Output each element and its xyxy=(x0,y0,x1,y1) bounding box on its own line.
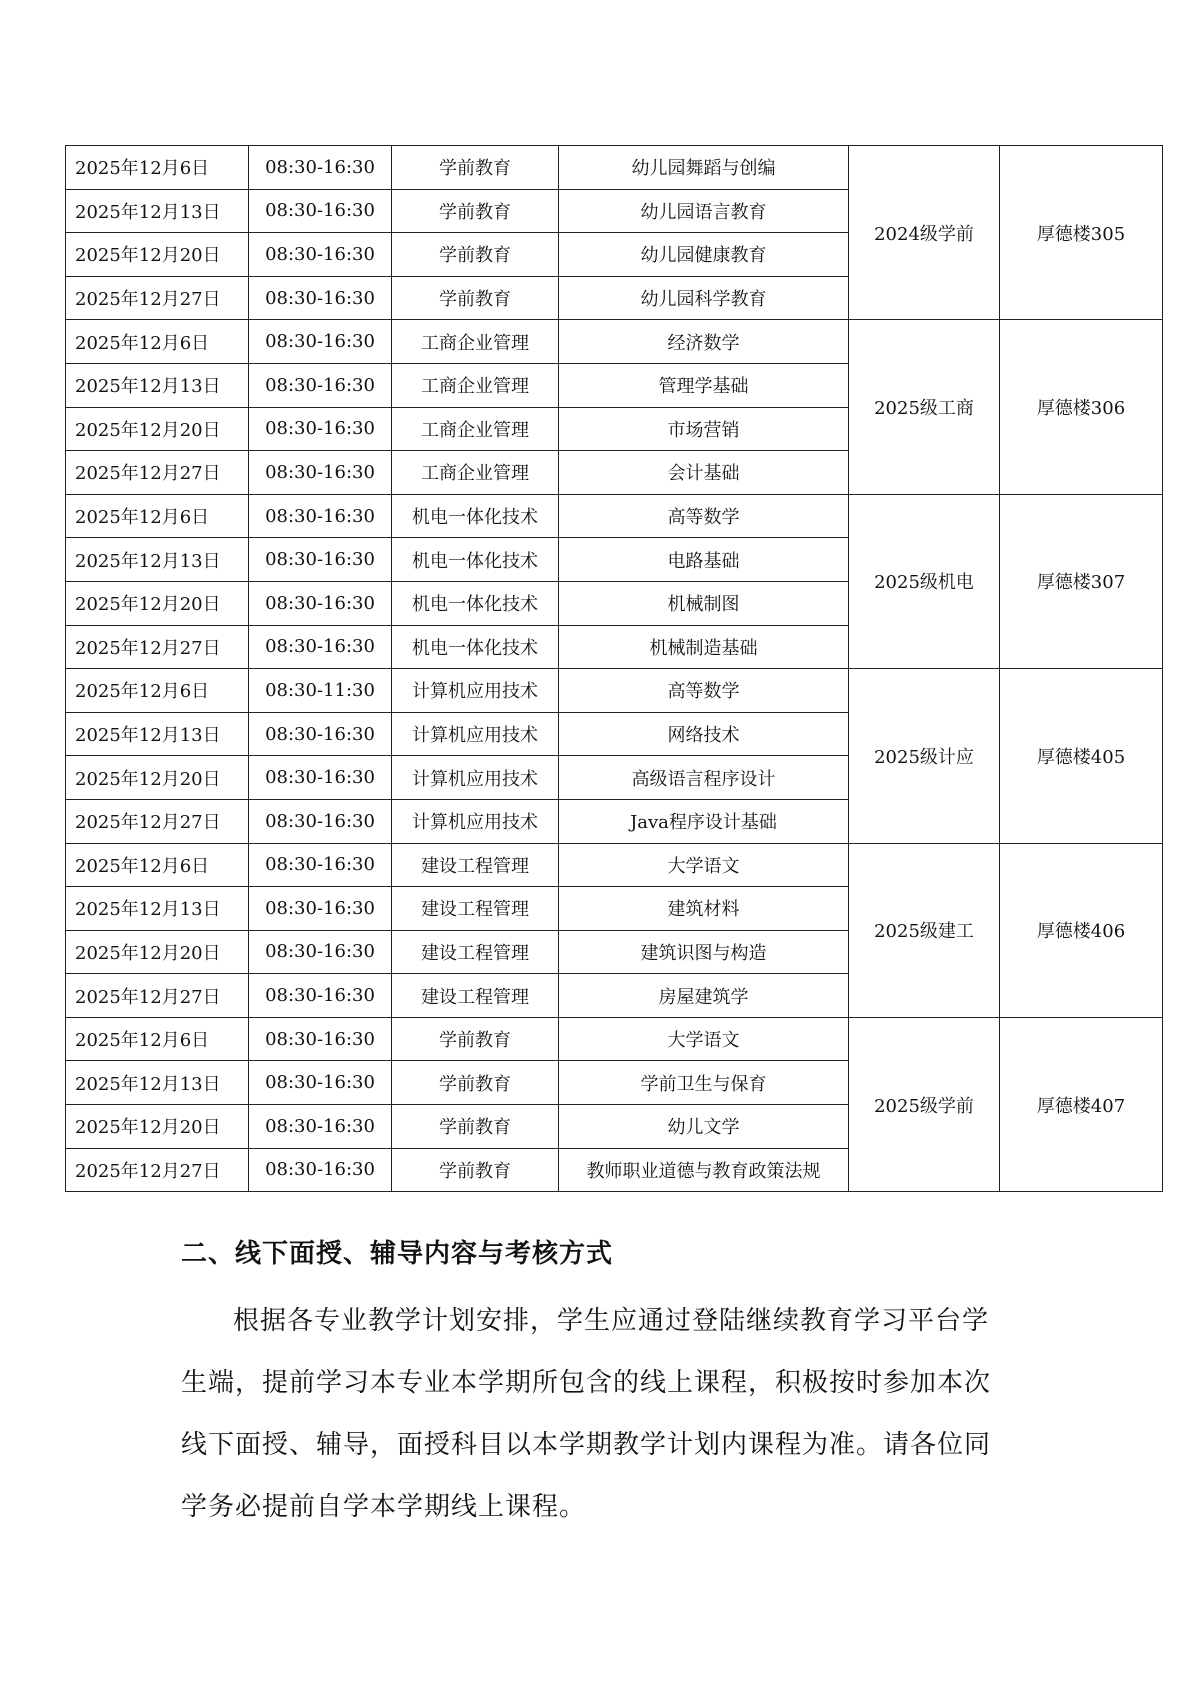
course-cell: 房屋建筑学 xyxy=(559,974,849,1018)
date-cell: 2025年12月27日 xyxy=(66,276,249,320)
date-cell: 2025年12月27日 xyxy=(66,974,249,1018)
course-cell: 管理学基础 xyxy=(559,363,849,407)
schedule-body xyxy=(66,146,1163,1192)
course-cell: 大学语文 xyxy=(559,1017,849,1061)
time-cell: 08:30-16:30 xyxy=(249,233,392,277)
major-cell: 工商企业管理 xyxy=(392,320,559,364)
course-cell: 会计基础 xyxy=(559,451,849,495)
time-cell: 08:30-16:30 xyxy=(249,494,392,538)
time-cell: 08:30-16:30 xyxy=(249,451,392,495)
room-cell: 厚德楼307 xyxy=(1000,494,1163,668)
date-cell: 2025年12月13日 xyxy=(66,1061,249,1105)
major-cell: 机电一体化技术 xyxy=(392,538,559,582)
major-cell: 建设工程管理 xyxy=(392,843,559,887)
date-cell: 2025年12月27日 xyxy=(66,1148,249,1192)
course-cell: 高等数学 xyxy=(559,494,849,538)
major-cell: 学前教育 xyxy=(392,1017,559,1061)
date-cell: 2025年12月20日 xyxy=(66,581,249,625)
major-cell: 计算机应用技术 xyxy=(392,799,559,843)
date-cell: 2025年12月20日 xyxy=(66,1105,249,1149)
course-cell: Java程序设计基础 xyxy=(559,799,849,843)
time-cell: 08:30-16:30 xyxy=(249,625,392,669)
course-cell: 幼儿园健康教育 xyxy=(559,233,849,277)
date-cell: 2025年12月13日 xyxy=(66,363,249,407)
room-cell: 厚德楼306 xyxy=(1000,320,1163,494)
time-cell: 08:30-16:30 xyxy=(249,407,392,451)
table-row xyxy=(66,146,1163,190)
major-cell: 机电一体化技术 xyxy=(392,625,559,669)
course-cell: 幼儿园舞蹈与创编 xyxy=(559,146,849,190)
date-cell: 2025年12月20日 xyxy=(66,756,249,800)
date-cell: 2025年12月27日 xyxy=(66,451,249,495)
time-cell: 08:30-16:30 xyxy=(249,887,392,931)
class-cell: 2025级建工 xyxy=(849,843,1000,1017)
major-cell: 学前教育 xyxy=(392,189,559,233)
course-cell: 幼儿文学 xyxy=(559,1105,849,1149)
major-cell: 学前教育 xyxy=(392,146,559,190)
major-cell: 学前教育 xyxy=(392,276,559,320)
date-cell: 2025年12月13日 xyxy=(66,189,249,233)
date-cell: 2025年12月13日 xyxy=(66,712,249,756)
table-row xyxy=(66,494,1163,538)
course-cell: 幼儿园科学教育 xyxy=(559,276,849,320)
body-line: 生端，提前学习本专业本学期所包含的线上课程，积极按时参加本次 xyxy=(181,1368,992,1398)
section-heading: 二、线下面授、辅导内容与考核方式 xyxy=(181,1239,614,1269)
date-cell: 2025年12月20日 xyxy=(66,407,249,451)
date-cell: 2025年12月6日 xyxy=(66,1017,249,1061)
date-cell: 2025年12月27日 xyxy=(66,625,249,669)
date-cell: 2025年12月6日 xyxy=(66,320,249,364)
major-cell: 建设工程管理 xyxy=(392,974,559,1018)
table-row xyxy=(66,669,1163,713)
major-cell: 机电一体化技术 xyxy=(392,581,559,625)
major-cell: 学前教育 xyxy=(392,1148,559,1192)
major-cell: 建设工程管理 xyxy=(392,887,559,931)
course-cell: 建筑材料 xyxy=(559,887,849,931)
class-cell: 2024级学前 xyxy=(849,146,1000,320)
time-cell: 08:30-16:30 xyxy=(249,1148,392,1192)
body-line: 线下面授、辅导，面授科目以本学期教学计划内课程为准。请各位同 xyxy=(181,1430,992,1460)
time-cell: 08:30-16:30 xyxy=(249,276,392,320)
course-cell: 机械制图 xyxy=(559,581,849,625)
schedule-table xyxy=(65,145,1163,1192)
major-cell: 学前教育 xyxy=(392,1105,559,1149)
major-cell: 学前教育 xyxy=(392,233,559,277)
major-cell: 学前教育 xyxy=(392,1061,559,1105)
date-cell: 2025年12月6日 xyxy=(66,843,249,887)
date-cell: 2025年12月6日 xyxy=(66,494,249,538)
major-cell: 工商企业管理 xyxy=(392,451,559,495)
room-cell: 厚德楼405 xyxy=(1000,669,1163,843)
date-cell: 2025年12月27日 xyxy=(66,799,249,843)
course-cell: 高等数学 xyxy=(559,669,849,713)
time-cell: 08:30-16:30 xyxy=(249,974,392,1018)
course-cell: 大学语文 xyxy=(559,843,849,887)
course-cell: 市场营销 xyxy=(559,407,849,451)
time-cell: 08:30-16:30 xyxy=(249,712,392,756)
time-cell: 08:30-16:30 xyxy=(249,1105,392,1149)
date-cell: 2025年12月20日 xyxy=(66,233,249,277)
table-row xyxy=(66,843,1163,887)
time-cell: 08:30-16:30 xyxy=(249,756,392,800)
major-cell: 机电一体化技术 xyxy=(392,494,559,538)
date-cell: 2025年12月20日 xyxy=(66,930,249,974)
major-cell: 计算机应用技术 xyxy=(392,669,559,713)
date-cell: 2025年12月13日 xyxy=(66,887,249,931)
course-cell: 电路基础 xyxy=(559,538,849,582)
time-cell: 08:30-16:30 xyxy=(249,1061,392,1105)
class-cell: 2025级学前 xyxy=(849,1017,1000,1191)
class-cell: 2025级计应 xyxy=(849,669,1000,843)
time-cell: 08:30-16:30 xyxy=(249,189,392,233)
course-cell: 经济数学 xyxy=(559,320,849,364)
body-line: 根据各专业教学计划安排，学生应通过登陆继续教育学习平台学 xyxy=(233,1306,990,1336)
course-cell: 教师职业道德与教育政策法规 xyxy=(559,1148,849,1192)
course-cell: 幼儿园语言教育 xyxy=(559,189,849,233)
time-cell: 08:30-16:30 xyxy=(249,930,392,974)
room-cell: 厚德楼305 xyxy=(1000,146,1163,320)
date-cell: 2025年12月13日 xyxy=(66,538,249,582)
major-cell: 工商企业管理 xyxy=(392,407,559,451)
major-cell: 工商企业管理 xyxy=(392,363,559,407)
major-cell: 计算机应用技术 xyxy=(392,756,559,800)
course-cell: 高级语言程序设计 xyxy=(559,756,849,800)
time-cell: 08:30-16:30 xyxy=(249,146,392,190)
room-cell: 厚德楼407 xyxy=(1000,1017,1163,1191)
section-body xyxy=(181,1290,1021,1538)
course-cell: 网络技术 xyxy=(559,712,849,756)
major-cell: 建设工程管理 xyxy=(392,930,559,974)
time-cell: 08:30-11:30 xyxy=(249,669,392,713)
major-cell: 计算机应用技术 xyxy=(392,712,559,756)
body-line: 学务必提前自学本学期线上课程。 xyxy=(181,1492,587,1522)
date-cell: 2025年12月6日 xyxy=(66,669,249,713)
time-cell: 08:30-16:30 xyxy=(249,799,392,843)
time-cell: 08:30-16:30 xyxy=(249,843,392,887)
course-cell: 建筑识图与构造 xyxy=(559,930,849,974)
course-cell: 学前卫生与保育 xyxy=(559,1061,849,1105)
class-cell: 2025级机电 xyxy=(849,494,1000,668)
table-row xyxy=(66,320,1163,364)
room-cell: 厚德楼406 xyxy=(1000,843,1163,1017)
course-cell: 机械制造基础 xyxy=(559,625,849,669)
time-cell: 08:30-16:30 xyxy=(249,363,392,407)
time-cell: 08:30-16:30 xyxy=(249,538,392,582)
table-row xyxy=(66,1017,1163,1061)
time-cell: 08:30-16:30 xyxy=(249,1017,392,1061)
time-cell: 08:30-16:30 xyxy=(249,320,392,364)
date-cell: 2025年12月6日 xyxy=(66,146,249,190)
class-cell: 2025级工商 xyxy=(849,320,1000,494)
time-cell: 08:30-16:30 xyxy=(249,581,392,625)
